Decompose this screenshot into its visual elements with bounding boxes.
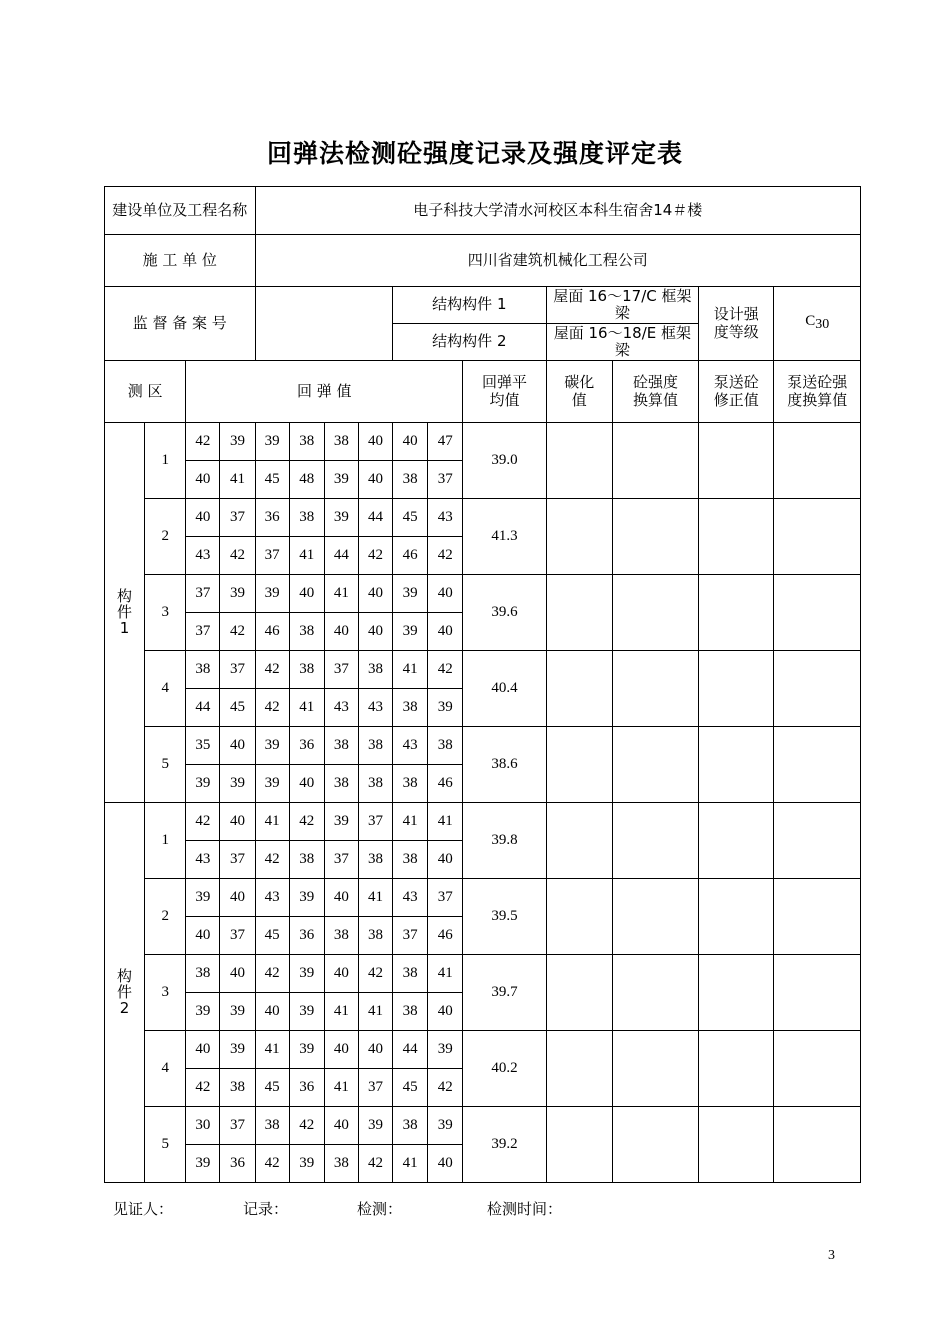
- strength-value: [612, 1107, 698, 1183]
- rebound-value: 41: [358, 993, 392, 1031]
- rebound-value: 41: [428, 955, 463, 993]
- rebound-value: 40: [220, 955, 255, 993]
- rebound-value: 43: [393, 879, 428, 917]
- col-pump-corr-header: 泵送砼修正值: [699, 361, 774, 423]
- rebound-value: 38: [255, 1107, 289, 1145]
- rebound-value: 46: [255, 613, 289, 651]
- rebound-value: 41: [393, 803, 428, 841]
- pump-correction-value: [699, 727, 774, 803]
- rebound-value: 40: [358, 613, 392, 651]
- rebound-value: 47: [428, 423, 463, 461]
- rebound-value: 39: [393, 613, 428, 651]
- rebound-value: 38: [324, 423, 358, 461]
- rebound-value: 38: [289, 651, 324, 689]
- rebound-value: 42: [220, 613, 255, 651]
- rebound-value: 43: [393, 727, 428, 765]
- rebound-value: 42: [255, 841, 289, 879]
- rebound-value: 39: [358, 1107, 392, 1145]
- rebound-value: 39: [289, 955, 324, 993]
- rebound-value: 41: [255, 803, 289, 841]
- rebound-average: 39.0: [463, 423, 546, 499]
- rebound-average: 40.4: [463, 651, 546, 727]
- rebound-value: 40: [186, 461, 220, 499]
- page-title: 回弹法检测砼强度记录及强度评定表: [266, 139, 683, 168]
- rebound-value: 40: [428, 841, 463, 879]
- rebound-value: 39: [289, 993, 324, 1031]
- rebound-value: 43: [186, 841, 220, 879]
- rebound-value: 38: [324, 1145, 358, 1183]
- rebound-value: 37: [220, 917, 255, 955]
- rebound-value: 39: [324, 499, 358, 537]
- rebound-value: 36: [255, 499, 289, 537]
- rebound-value: 39: [428, 1031, 463, 1069]
- project-label: 建设单位及工程名称: [105, 187, 256, 235]
- witness-label: 见证人：: [113, 1200, 174, 1218]
- rebound-value: 42: [289, 1107, 324, 1145]
- pump-correction-value: [699, 651, 774, 727]
- strength-value: [612, 423, 698, 499]
- rebound-value: 44: [358, 499, 392, 537]
- rebound-value: 38: [393, 765, 428, 803]
- zone-number: 1: [145, 803, 186, 879]
- rebound-value: 37: [324, 651, 358, 689]
- rebound-value: 40: [289, 765, 324, 803]
- rebound-value: 43: [186, 537, 220, 575]
- rebound-value: 42: [428, 537, 463, 575]
- pump-correction-value: [699, 803, 774, 879]
- rebound-value: 42: [358, 537, 392, 575]
- test-time-label: 检测时间：: [487, 1200, 563, 1218]
- project-value: 电子科技大学清水河校区本科生宿舍14＃楼: [255, 187, 860, 235]
- rebound-value: 39: [186, 993, 220, 1031]
- carbonation-value: [546, 1107, 612, 1183]
- rebound-value: 37: [358, 1069, 392, 1107]
- pump-strength-value: [774, 879, 861, 955]
- rebound-value: 45: [255, 461, 289, 499]
- member2-value: 屋面 16～18/E 框架梁: [546, 324, 699, 361]
- rebound-value: 41: [324, 1069, 358, 1107]
- rebound-value: 39: [324, 461, 358, 499]
- rebound-value: 40: [358, 1031, 392, 1069]
- zone-number: 4: [145, 651, 186, 727]
- rebound-value: 45: [255, 917, 289, 955]
- member2-label: 结构构件 2: [393, 324, 547, 361]
- rebound-value: 40: [428, 993, 463, 1031]
- carbonation-value: [546, 803, 612, 879]
- rebound-value: 46: [393, 537, 428, 575]
- rebound-value: 40: [220, 727, 255, 765]
- pump-correction-value: [699, 879, 774, 955]
- rebound-value: 41: [428, 803, 463, 841]
- pump-strength-value: [774, 803, 861, 879]
- rebound-value: 40: [428, 575, 463, 613]
- zone-number: 3: [145, 955, 186, 1031]
- rebound-value: 38: [358, 651, 392, 689]
- zone-number: 3: [145, 575, 186, 651]
- rebound-value: 40: [324, 1031, 358, 1069]
- rebound-value: 40: [220, 879, 255, 917]
- contractor-value: 四川省建筑机械化工程公司: [255, 235, 860, 287]
- rebound-value: 37: [358, 803, 392, 841]
- member1-value: 屋面 16～17/C 框架梁: [546, 287, 699, 324]
- rebound-value: 43: [428, 499, 463, 537]
- rebound-value: 40: [289, 575, 324, 613]
- carbonation-value: [546, 575, 612, 651]
- contractor-label: 施 工 单 位: [105, 235, 256, 287]
- pump-correction-value: [699, 955, 774, 1031]
- rebound-value: 40: [428, 1145, 463, 1183]
- col-rebound-header: 回 弹 值: [186, 361, 463, 423]
- rebound-value: 39: [186, 1145, 220, 1183]
- rebound-average: 39.8: [463, 803, 546, 879]
- pump-strength-value: [774, 1031, 861, 1107]
- rebound-value: 45: [255, 1069, 289, 1107]
- tester-label: 检测：: [357, 1200, 403, 1218]
- rebound-value: 40: [358, 575, 392, 613]
- rebound-value: 39: [220, 1031, 255, 1069]
- rebound-value: 39: [220, 423, 255, 461]
- rebound-value: 39: [289, 1145, 324, 1183]
- rebound-value: 37: [393, 917, 428, 955]
- rebound-value: 37: [324, 841, 358, 879]
- rebound-value: 42: [358, 955, 392, 993]
- pump-strength-value: [774, 1107, 861, 1183]
- rebound-value: 35: [186, 727, 220, 765]
- rebound-value: 41: [220, 461, 255, 499]
- strength-value: [612, 803, 698, 879]
- rebound-value: 38: [393, 689, 428, 727]
- pump-strength-value: [774, 727, 861, 803]
- zone-number: 5: [145, 727, 186, 803]
- rebound-value: 38: [324, 917, 358, 955]
- pump-correction-value: [699, 1107, 774, 1183]
- rebound-value: 37: [220, 651, 255, 689]
- rebound-value: 41: [255, 1031, 289, 1069]
- rebound-value: 42: [255, 1145, 289, 1183]
- rebound-average: 41.3: [463, 499, 546, 575]
- strength-value: [612, 499, 698, 575]
- rebound-value: 39: [324, 803, 358, 841]
- rebound-value: 43: [358, 689, 392, 727]
- member1-label: 结构构件 1: [393, 287, 547, 324]
- rebound-value: 41: [289, 537, 324, 575]
- rebound-value: 38: [358, 765, 392, 803]
- rebound-value: 45: [393, 1069, 428, 1107]
- rebound-value: 38: [289, 613, 324, 651]
- rebound-value: 40: [324, 879, 358, 917]
- rebound-value: 37: [186, 575, 220, 613]
- rebound-value: 42: [255, 651, 289, 689]
- col-pump-strength-header: 泵送砼强度换算值: [774, 361, 861, 423]
- strength-value: [612, 955, 698, 1031]
- zone-number: 1: [145, 423, 186, 499]
- rebound-value: 42: [358, 1145, 392, 1183]
- rebound-value: 41: [324, 993, 358, 1031]
- rebound-value: 42: [255, 689, 289, 727]
- rebound-value: 36: [289, 917, 324, 955]
- rebound-value: 44: [393, 1031, 428, 1069]
- rebound-value: 45: [220, 689, 255, 727]
- rebound-value: 41: [358, 879, 392, 917]
- rebound-value: 46: [428, 917, 463, 955]
- rebound-value: 42: [289, 803, 324, 841]
- rebound-value: 36: [289, 1069, 324, 1107]
- rebound-value: 43: [324, 689, 358, 727]
- rebound-value: 38: [393, 461, 428, 499]
- zone-number: 5: [145, 1107, 186, 1183]
- carbonation-value: [546, 423, 612, 499]
- rebound-average: 38.6: [463, 727, 546, 803]
- rebound-value: 38: [220, 1069, 255, 1107]
- rebound-value: 40: [324, 1107, 358, 1145]
- rebound-value: 36: [220, 1145, 255, 1183]
- rebound-value: 38: [289, 499, 324, 537]
- design-grade-value: $C_{30}$: [774, 287, 861, 361]
- col-zone-header: 测 区: [105, 361, 186, 423]
- rebound-value: 38: [393, 841, 428, 879]
- rebound-value: 39: [255, 765, 289, 803]
- rebound-value: 39: [255, 575, 289, 613]
- rebound-value: 38: [186, 651, 220, 689]
- rebound-value: 39: [220, 993, 255, 1031]
- record-number-value: [255, 287, 393, 361]
- pump-strength-value: [774, 575, 861, 651]
- rebound-value: 30: [186, 1107, 220, 1145]
- rebound-value: 40: [324, 955, 358, 993]
- strength-value: [612, 1031, 698, 1107]
- pump-strength-value: [774, 651, 861, 727]
- carbonation-value: [546, 651, 612, 727]
- carbonation-value: [546, 1031, 612, 1107]
- carbonation-value: [546, 499, 612, 575]
- pump-correction-value: [699, 575, 774, 651]
- rebound-value: 40: [324, 613, 358, 651]
- rebound-value: 44: [186, 689, 220, 727]
- rebound-value: 41: [289, 689, 324, 727]
- member-label: 构件1: [105, 423, 145, 803]
- rebound-value: 37: [220, 841, 255, 879]
- rebound-value: 37: [220, 499, 255, 537]
- rebound-value: 40: [220, 803, 255, 841]
- rebound-value: 39: [428, 1107, 463, 1145]
- rebound-value: 38: [393, 955, 428, 993]
- rebound-value: 37: [255, 537, 289, 575]
- zone-number: 2: [145, 879, 186, 955]
- pump-strength-value: [774, 955, 861, 1031]
- zone-number: 2: [145, 499, 186, 575]
- rebound-value: 38: [358, 917, 392, 955]
- rebound-value: 37: [220, 1107, 255, 1145]
- strength-value: [612, 727, 698, 803]
- rebound-value: 38: [358, 841, 392, 879]
- rebound-value: 42: [220, 537, 255, 575]
- rebound-value: 36: [289, 727, 324, 765]
- rebound-value: 39: [255, 423, 289, 461]
- pump-strength-value: [774, 499, 861, 575]
- rebound-value: 38: [324, 765, 358, 803]
- rebound-value: 42: [186, 1069, 220, 1107]
- strength-value: [612, 651, 698, 727]
- zone-number: 4: [145, 1031, 186, 1107]
- pump-correction-value: [699, 423, 774, 499]
- recorder-label: 记录：: [243, 1200, 289, 1218]
- col-avg-header: 回弹平均值: [463, 361, 546, 423]
- rebound-value: 45: [393, 499, 428, 537]
- rebound-value: 37: [186, 613, 220, 651]
- rebound-value: 38: [186, 955, 220, 993]
- design-grade-label: 设计强度等级: [699, 287, 774, 361]
- col-strength-header: 砼强度换算值: [612, 361, 698, 423]
- rebound-value: 40: [393, 423, 428, 461]
- record-table: [104, 186, 861, 1183]
- rebound-value: 41: [393, 1145, 428, 1183]
- carbonation-value: [546, 879, 612, 955]
- rebound-value: 39: [186, 879, 220, 917]
- rebound-average: 39.7: [463, 955, 546, 1031]
- pump-strength-value: [774, 423, 861, 499]
- rebound-value: 42: [186, 803, 220, 841]
- rebound-value: 43: [255, 879, 289, 917]
- carbonation-value: [546, 727, 612, 803]
- rebound-value: 39: [289, 1031, 324, 1069]
- rebound-value: 42: [186, 423, 220, 461]
- rebound-value: 40: [358, 423, 392, 461]
- col-carbon-header: 碳化值: [546, 361, 612, 423]
- rebound-value: 39: [289, 879, 324, 917]
- pump-correction-value: [699, 1031, 774, 1107]
- carbonation-value: [546, 955, 612, 1031]
- member-label: 构件2: [105, 803, 145, 1183]
- rebound-value: 38: [393, 993, 428, 1031]
- rebound-average: 39.2: [463, 1107, 546, 1183]
- rebound-value: 42: [428, 1069, 463, 1107]
- rebound-average: 39.6: [463, 575, 546, 651]
- rebound-value: 42: [255, 955, 289, 993]
- rebound-value: 40: [186, 917, 220, 955]
- rebound-value: 39: [186, 765, 220, 803]
- rebound-value: 40: [255, 993, 289, 1031]
- rebound-value: 46: [428, 765, 463, 803]
- rebound-value: 38: [428, 727, 463, 765]
- rebound-value: 39: [428, 689, 463, 727]
- rebound-average: 40.2: [463, 1031, 546, 1107]
- rebound-average: 39.5: [463, 879, 546, 955]
- rebound-value: 38: [289, 423, 324, 461]
- rebound-value: 44: [324, 537, 358, 575]
- rebound-value: 39: [220, 765, 255, 803]
- page-number: 3: [828, 1248, 835, 1263]
- rebound-value: 38: [289, 841, 324, 879]
- rebound-value: 41: [393, 651, 428, 689]
- rebound-value: 37: [428, 879, 463, 917]
- pump-correction-value: [699, 499, 774, 575]
- rebound-value: 40: [186, 1031, 220, 1069]
- rebound-value: 39: [255, 727, 289, 765]
- strength-value: [612, 575, 698, 651]
- rebound-value: 37: [428, 461, 463, 499]
- record-number-label: 监 督 备 案 号: [105, 287, 256, 361]
- rebound-value: 38: [324, 727, 358, 765]
- strength-value: [612, 879, 698, 955]
- rebound-value: 38: [358, 727, 392, 765]
- rebound-value: 40: [358, 461, 392, 499]
- rebound-value: 39: [393, 575, 428, 613]
- rebound-value: 40: [428, 613, 463, 651]
- rebound-value: 39: [220, 575, 255, 613]
- rebound-value: 42: [428, 651, 463, 689]
- rebound-value: 48: [289, 461, 324, 499]
- rebound-value: 41: [324, 575, 358, 613]
- rebound-value: 40: [186, 499, 220, 537]
- rebound-value: 38: [393, 1107, 428, 1145]
